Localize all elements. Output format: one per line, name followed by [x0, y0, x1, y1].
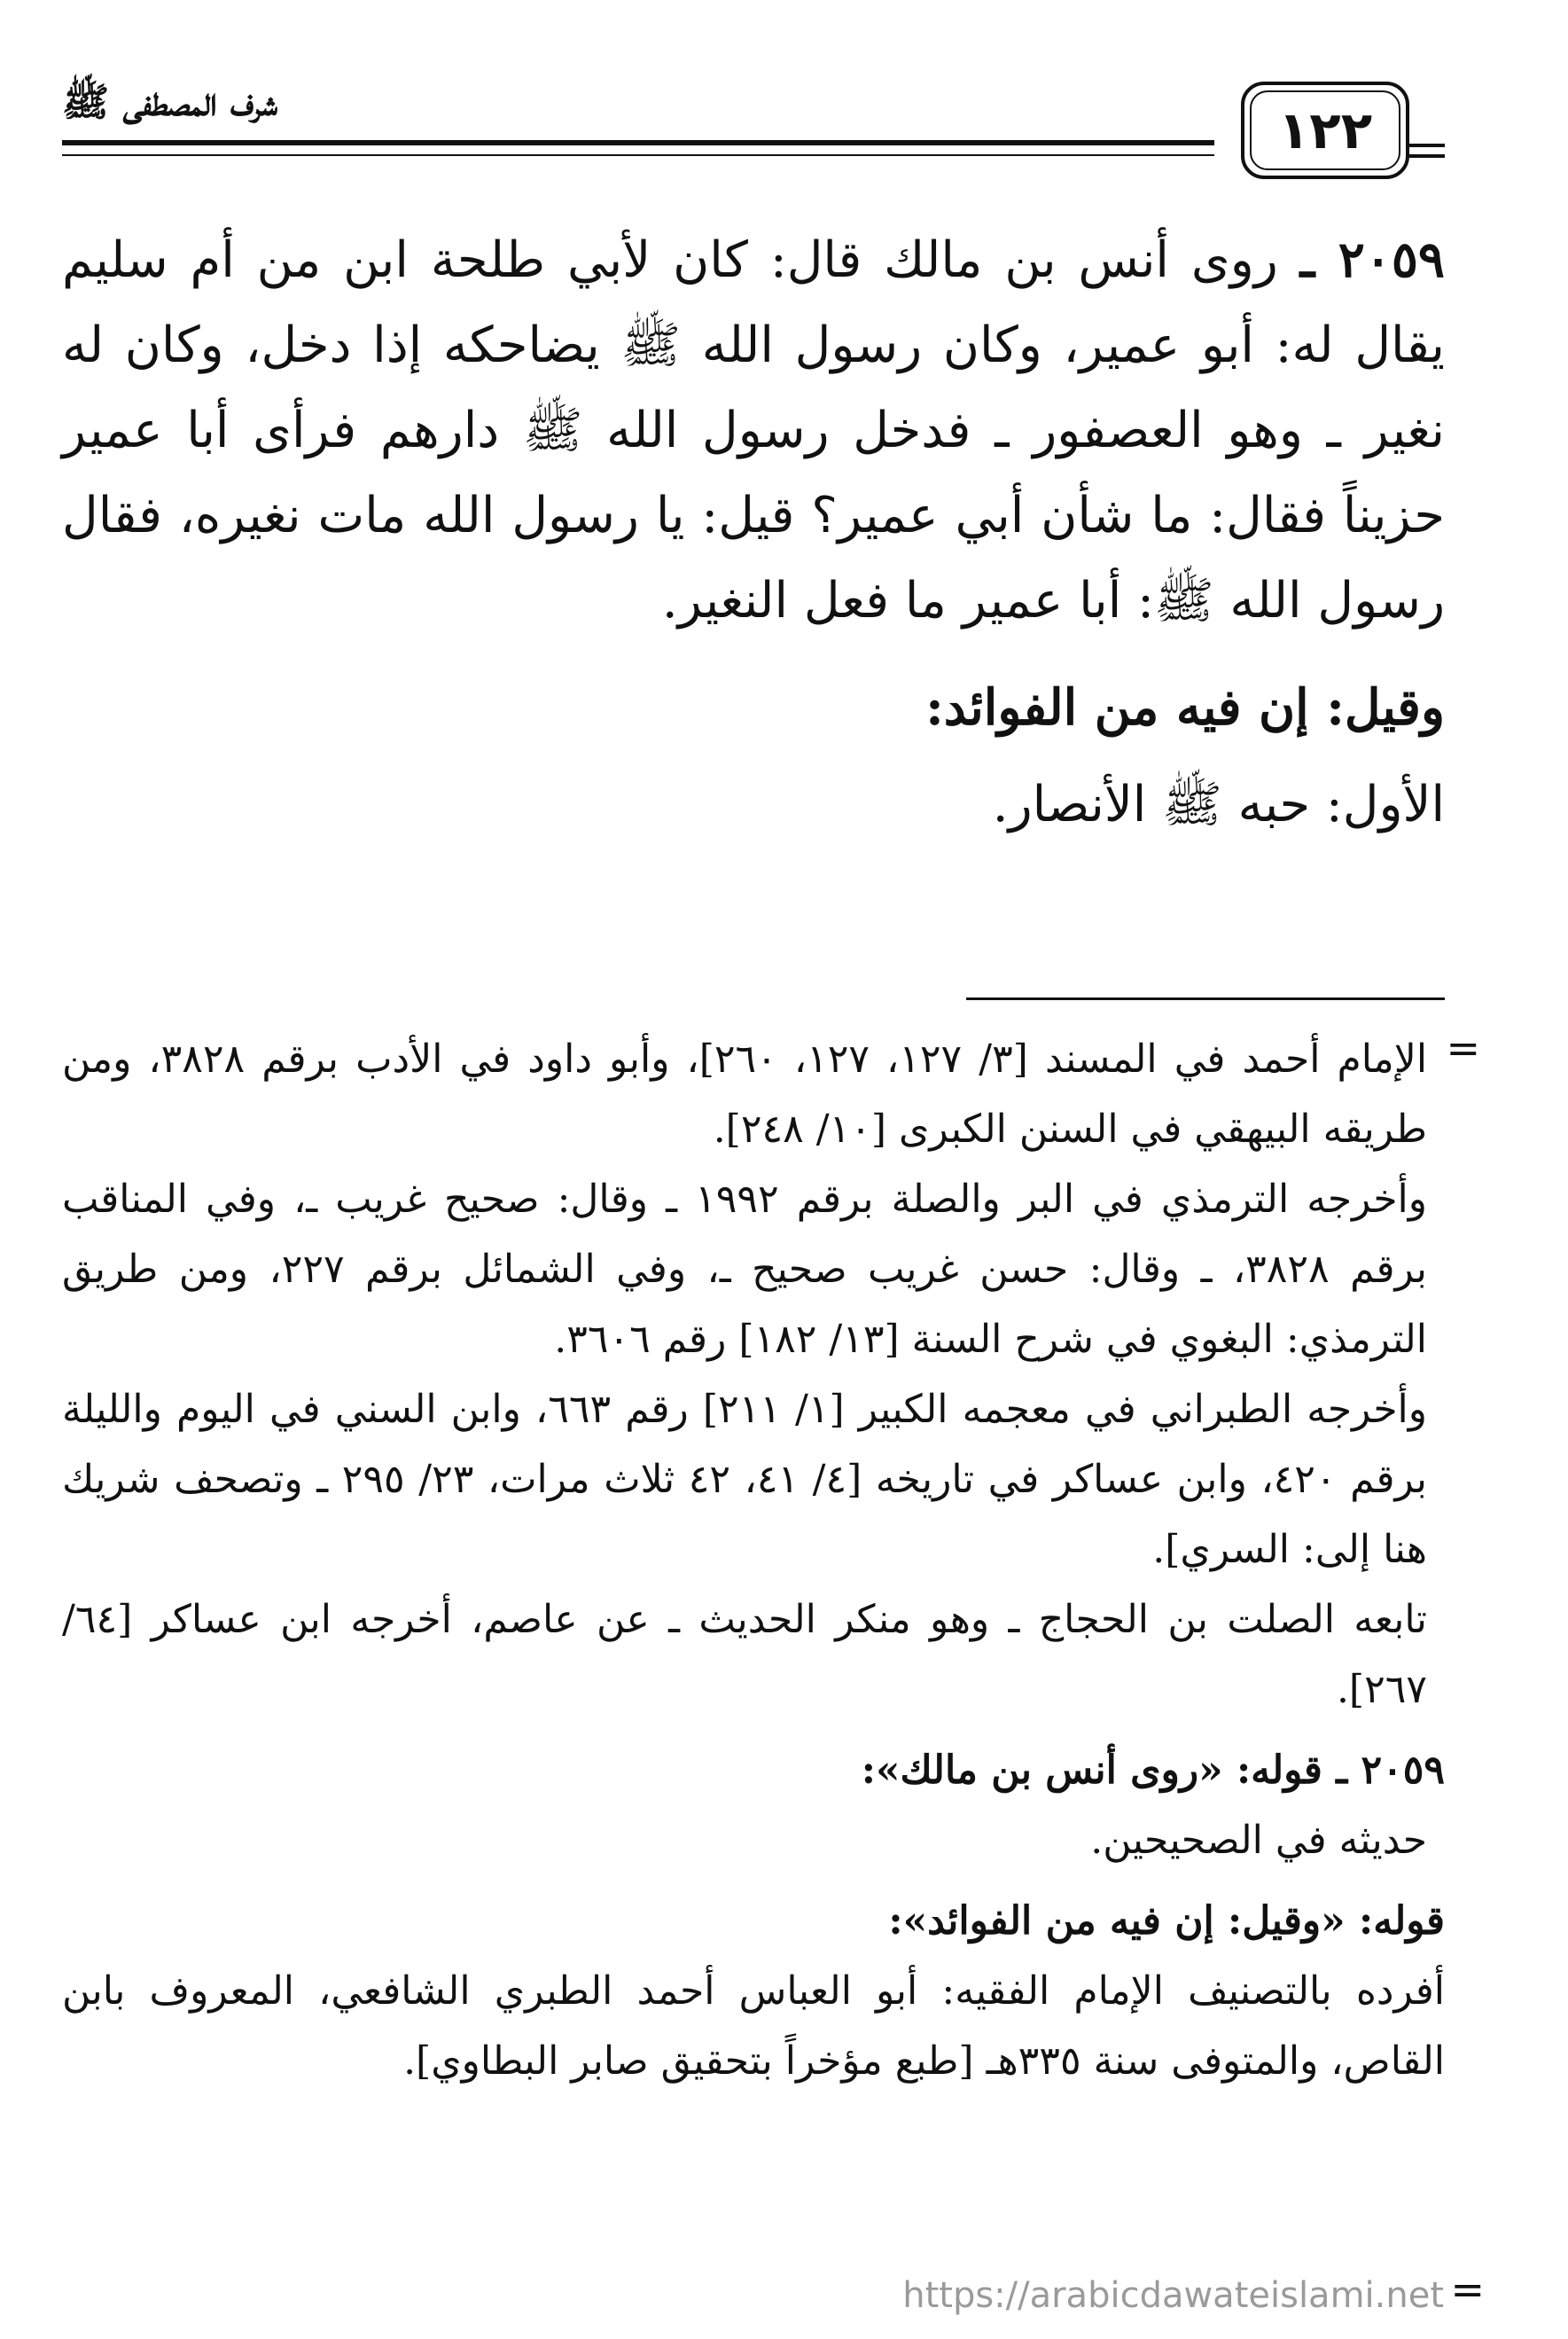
comment-text-2: أفرده بالتصنيف الإمام الفقيه: أبو العباس أحمد الطبري الشافعي، المعروف بابن القاص، والمتوفى سنة ٣٣٥هـ [طبع مؤخراً بتحقيق صابر البطاوي].	[62, 1968, 1445, 2084]
header-rule-thin	[62, 154, 1214, 156]
watermark-url: https://arabicdawateislami.net	[902, 2275, 1444, 2316]
page-number: ١٢٢	[1250, 90, 1400, 170]
benefits-intro: وقيل: إن فيه من الفوائد:	[925, 678, 1445, 737]
comment-heading-2: قوله: «وقيل: إن فيه من الفوائد»:	[888, 1898, 1445, 1944]
continuation-mark-bottom: =	[1450, 2265, 1485, 2313]
header-rule-right-1	[1409, 144, 1445, 147]
footnote-paragraph-4: تابعه الصلت بن الحجاج ـ وهو منكر الحديث ـ عن عاصم، أخرجه ابن عساكر [٦٤/ ٢٦٧].	[62, 1597, 1427, 1712]
comment-text-1: حديثه في الصحيحين.	[1090, 1818, 1427, 1863]
footnote-paragraph-3: وأخرجه الطبراني في معجمه الكبير [١/ ٢١١] رقم ٦٦٣، وابن السني في اليوم والليلة برقم ٤٢٠، وابن عساكر في تاريخه [٤/ ٤١، ٤٢ ثلاث مرات، ٢٣/ ٢٩٥ ـ وتصحف شريك هنا إلى: السري].	[62, 1387, 1428, 1572]
header-rule-thick	[62, 140, 1214, 145]
hadith-number: ٢٠٥٩ ـ	[1299, 231, 1445, 289]
first-benefit: الأول: حبه ﷺ الأنصار.	[992, 776, 1445, 833]
page	[62, 62, 1485, 2314]
header-rule-right-2	[1409, 154, 1445, 158]
hadith-text: روى أنس بن مالك قال: كان لأبي طلحة ابن من أم سليم يقال له: أبو عمير، وكان رسول الله ﷺ يضاحكه إذا دخل، وكان له نغير ـ وهو العصفور ـ فدخل رسول الله ﷺ دارهم فرأى أبا عمير حزيناً فقال: ما شأن أبي عمير؟ قيل: يا رسول الله مات نغيره، فقال رسول الله ﷺ: أبا عمير ما فعل النغير.	[62, 231, 1445, 630]
footnote-paragraph-1: الإمام أحمد في المسند [٣/ ١٢٧، ١٢٧، ٢٦٠]، وأبو داود في الأدب برقم ٣٨٢٨، ومن طريقه البيهقي في السنن الكبرى [١٠/ ٢٤٨].	[62, 1037, 1428, 1152]
continuation-mark-top: =	[1446, 1024, 1480, 1072]
book-title: شرف المصطفى ﷺ	[62, 80, 278, 125]
page-number-frame	[1241, 82, 1409, 179]
hadith-paragraph	[62, 217, 1445, 644]
page-header	[62, 62, 1445, 195]
footnote-separator	[966, 997, 1445, 1000]
main-text	[62, 217, 1445, 848]
footnote-paragraph-2: وأخرجه الترمذي في البر والصلة برقم ١٩٩٢ ـ وقال: صحيح غريب ـ، وفي المناقب برقم ٣٨٢٨، ـ وقال: حسن غريب صحيح ـ، وفي الشمائل برقم ٢٢٧، ومن طريق الترمذي: البغوي في شرح السنة [١٣/ ١٨٢] رقم ٣٦٠٦.	[62, 1177, 1427, 1362]
comment-heading-1: ٢٠٥٩ ـ قوله: «روى أنس بن مالك»:	[861, 1748, 1445, 1793]
